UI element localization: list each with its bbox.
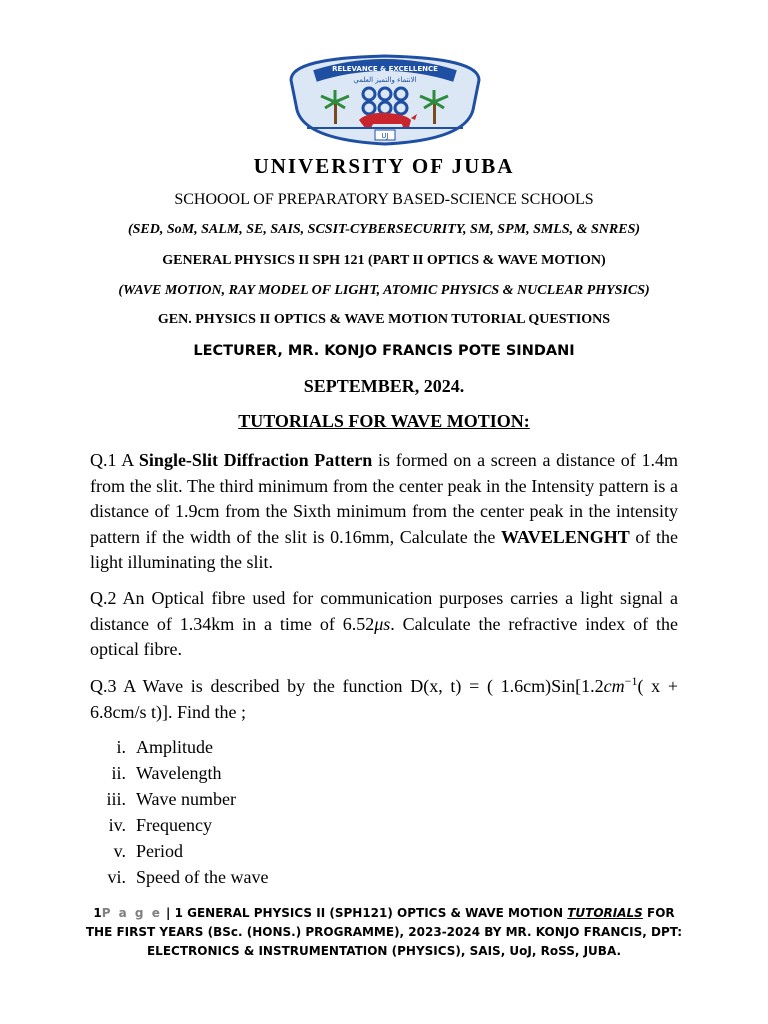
q1-end: of the light illuminating the slit. — [90, 526, 679, 572]
list-item-number: v. — [113, 841, 126, 861]
q2-end: . Calculate the refractive index of the optical fibre. — [90, 613, 679, 659]
footer-emphasis: TUTORIALS — [567, 906, 643, 920]
q3-unit: cm — [603, 676, 625, 696]
list-item-number: i. — [116, 737, 126, 757]
list-item-text: Wavelength — [136, 763, 222, 783]
q3-end: ( x + 6.8cm/s t)]. Find the ; — [90, 676, 678, 722]
list-item-number: iv. — [108, 815, 126, 835]
question-3 — [90, 674, 678, 725]
section-heading: TUTORIALS FOR WAVE MOTION: — [238, 411, 530, 431]
school-name: SCHOOOL OF PREPARATORY BASED-SCIENCE SCHOOLS — [174, 191, 594, 208]
list-item-text: Amplitude — [136, 737, 213, 757]
q2-body: Q.2 An Optical fibre used for communication purposes carries a light signal a distance of 1.34km in a time of 6.52 — [90, 588, 678, 634]
list-item-number: ii. — [111, 763, 126, 783]
course-title: GENERAL PHYSICS II SPH 121 (PART II OPTICS & WAVE MOTION) — [162, 253, 606, 268]
list-item-number: vi. — [107, 867, 126, 887]
departments-list: (SED, SoM, SALM, SE, SAIS, SCSIT-CYBERSECURITY, SM, SPM, SMLS, & SNRES) — [127, 222, 641, 237]
footer-text: 1 GENERAL PHYSICS II (SPH121) OPTICS & WAVE MOTION — [174, 906, 568, 920]
list-item-text: Wave number — [136, 789, 237, 809]
footer-separator: | — [161, 906, 175, 920]
list-item-text: Frequency — [136, 815, 212, 835]
course-topics: (WAVE MOTION, RAY MODEL OF LIGHT, ATOMIC PHYSICS & NUCLEAR PHYSICS) — [118, 283, 650, 298]
question-1 — [90, 448, 678, 576]
q3-exponent: −1 — [624, 674, 638, 688]
page-footer — [80, 904, 688, 961]
list-item-number: iii. — [106, 789, 126, 809]
question-2 — [90, 586, 678, 663]
q1-intro: Q.1 A — [90, 450, 139, 470]
tutorial-title: GEN. PHYSICS II OPTICS & WAVE MOTION TUTORIAL QUESTIONS — [157, 312, 611, 327]
footer-text-end: FOR THE FIRST YEARS (BSc. (HONS.) PROGRAMME), 2023-2024 BY MR. KONJO FRANCIS, DPT: ELECTRONICS & INSTRUMENTATION (PHYSICS), SAIS, UoJ, RoSS, JUBA. — [85, 906, 683, 958]
university-name: UNIVERSITY OF JUBA — [253, 154, 515, 178]
logo-initials: UJ — [381, 132, 389, 140]
university-logo — [287, 50, 483, 148]
q1-topic: Single-Slit Diffraction Pattern — [138, 450, 373, 470]
q3-body: Q.3 A Wave is described by the function D(x, t) = ( 1.6cm)Sin[1.2 — [90, 676, 604, 696]
q1-body: is formed on a screen a distance of 1.4m from the slit. The third minimum from the center peak in the Intensity pattern is a distance of 1.9cm from the Sixth minimum from the center peak in the intensity pattern if the width of the slit is 0.16mm, Calculate the — [90, 450, 679, 547]
logo-arabic-motto: الانتماء والتميز العلمي — [353, 76, 417, 84]
page-label: P a g e — [101, 906, 162, 920]
list-item-text: Period — [136, 841, 183, 861]
logo-motto: RELEVANCE & EXCELLENCE — [332, 65, 438, 73]
q1-target: WAVELENGHT — [501, 526, 630, 547]
q2-unit: μs — [374, 613, 391, 634]
document-date: SEPTEMBER, 2024. — [303, 376, 465, 396]
page-number: 1 — [93, 906, 102, 920]
list-item-text: Speed of the wave — [136, 867, 269, 887]
lecturer-name: LECTURER, MR. KONJO FRANCIS POTE SINDANI — [193, 343, 575, 359]
